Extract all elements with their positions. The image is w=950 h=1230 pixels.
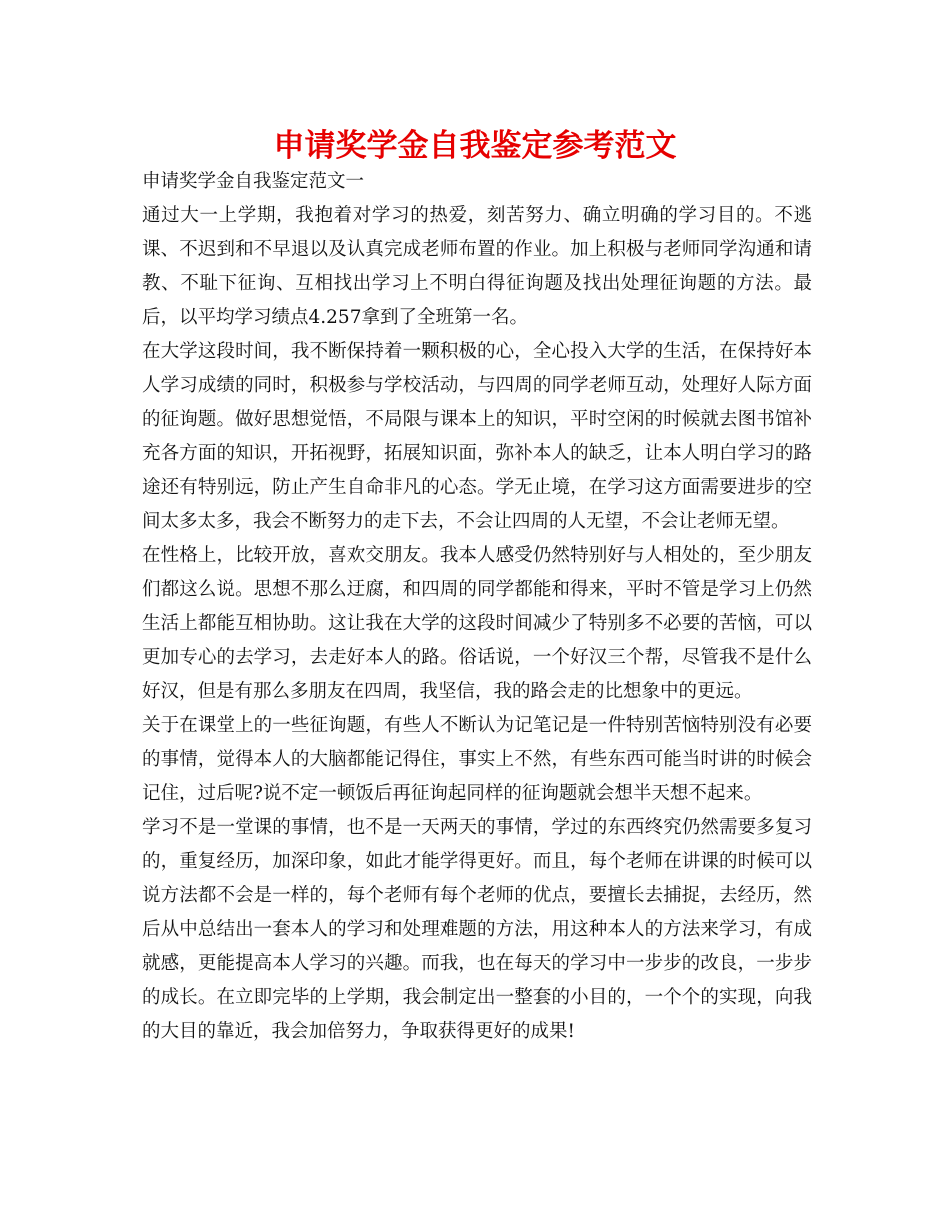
paragraph-5: 学习不是一堂课的事情，也不是一天两天的事情，学过的东西终究仍然需要多复习的，重复经历，加深印象，如此才能学得更好。而且，每个老师在讲课的时候可以说方法都不会是一样的，每个老师有每个老师的优点，要擅长去捕捉，去经历，然后从中总结出一套本人的学习和处理难题的方法，用这种本人的方法来学习，有成就感，更能提高本人学习的兴趣。而我，也在每天的学习中一步步的改良，一步步的成长。在立即完毕的上学期，我会制定出一整套的小目的，一个个的实现，向我的大目的靠近，我会加倍努力，争取获得更好的成果! [142, 817, 812, 1042]
paragraph-1: 通过大一上学期，我抱着对学习的热爱，刻苦努力、确立明确的学习目的。不逃课、不迟到和不早退以及认真完成老师布置的作业。加上积极与老师同学沟通和请教、不耻下征询、互相找出学习上不明白得征询题及找出处理征询题的方法。最后，以平均学习绩点4.257拿到了全班第一名。 [142, 205, 812, 328]
section-subtitle: 申请奖学金自我鉴定范文一 [142, 171, 365, 192]
document-body [142, 165, 812, 1049]
document-title: 申请奖学金自我鉴定参考范文 [273, 128, 677, 164]
paragraph-4: 关于在课堂上的一些征询题，有些人不断认为记笔记是一件特别苦恼特别没有必要的事情，觉得本人的大脑都能记得住，事实上不然，有些东西可能当时讲的时候会记住，过后呢?说不定一顿饭后再征询起同样的征询题就会想半天想不起来。 [142, 715, 812, 804]
paragraph-2: 在大学这段时间，我不断保持着一颗积极的心，全心投入大学的生活，在保持好本人学习成绩的同时，积极参与学校活动，与四周的同学老师互动，处理好人际方面的征询题。做好思想觉悟，不局限与课本上的知识，平时空闲的时候就去图书馆补充各方面的知识，开拓视野，拓展知识面，弥补本人的缺乏，让本人明白学习的路途还有特别远，防止产生自命非凡的心态。学无止境，在学习这方面需要进步的空间太多太多，我会不断努力的走下去，不会让四周的人无望，不会让老师无望。 [142, 341, 812, 532]
paragraph-3: 在性格上，比较开放，喜欢交朋友。我本人感受仍然特别好与人相处的，至少朋友们都这么说。思想不那么迂腐，和四周的同学都能和得来，平时不管是学习上仍然生活上都能互相协助。这让我在大学的这段时间减少了特别多不必要的苦恼，可以更加专心的去学习，去走好本人的路。俗话说，一个好汉三个帮，尽管我不是什么好汉，但是有那么多朋友在四周，我坚信，我的路会走的比想象中的更远。 [142, 545, 812, 702]
